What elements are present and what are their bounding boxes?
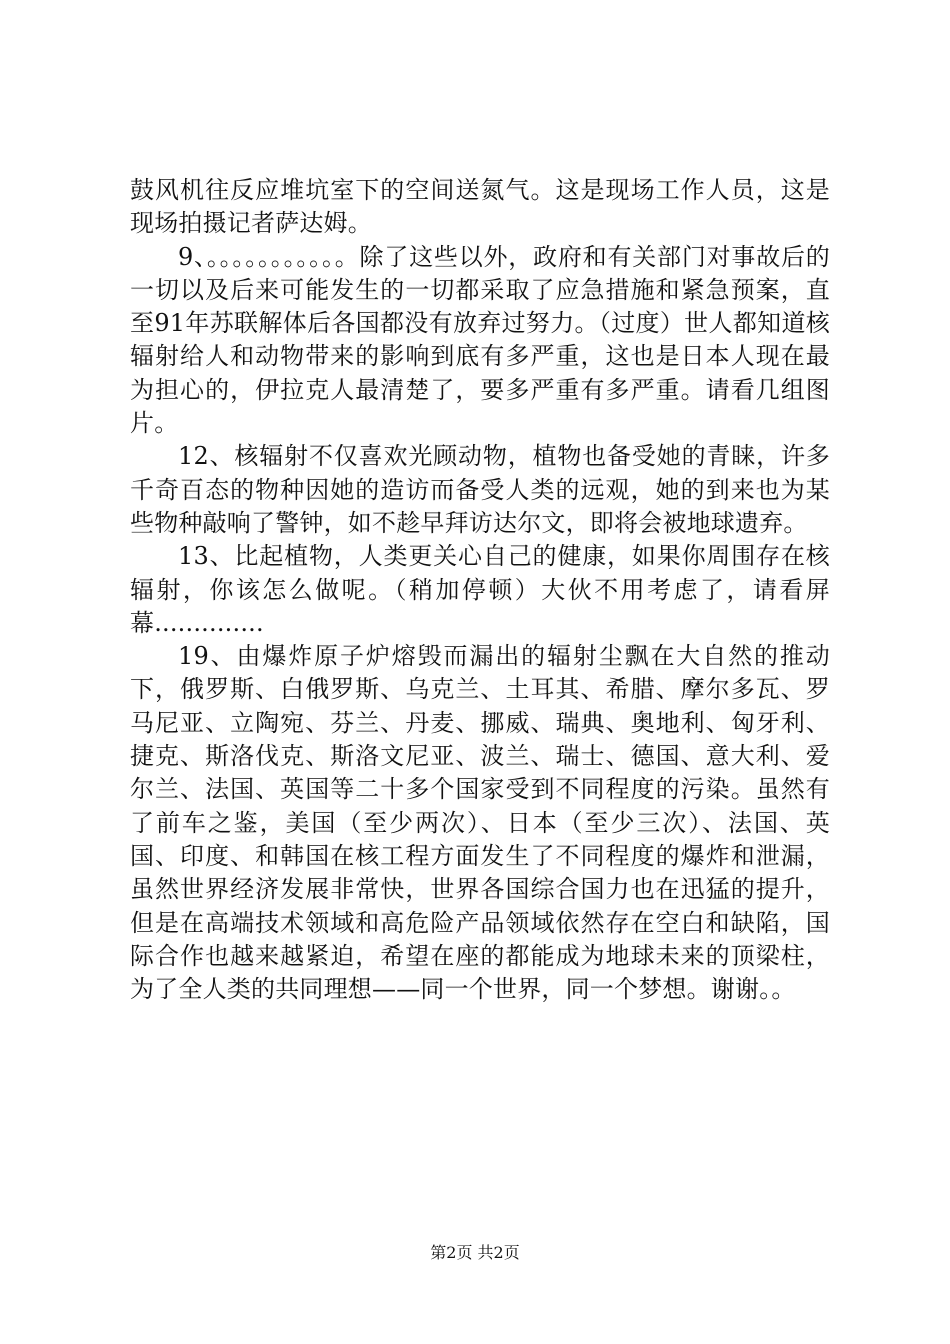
paragraph: 12、核辐射不仅喜欢光顾动物，植物也备受她的青睐，许多千奇百态的物种因她的造访而备受人类的远观，她的到来也为某些物种敲响了警钟，如不趁早拜访达尔文，即将会被地球遗弃。 [130,442,830,537]
page-footer: 第2页 共2页 [430,1243,520,1262]
paragraph: 鼓风机往反应堆坑室下的空间送氮气。这是现场工作人员，这是现场拍摄记者萨达姆。 [130,176,830,238]
paragraph: 9、。。。。。。。。。。。除了这些以外，政府和有关部门对事故后的一切以及后来可能发生的一切都采取了应急措施和紧急预案，直至91年苏联解体后各国都没有放弃过努力。（过度）世人都知道核辐射给人和动物带来的影响到底有多严重，这也是日本人现在最为担心的，伊拉克人最清楚了，要多严重有多严重。请看几组图片。 [130,242,830,438]
document-body [130,174,830,1006]
paragraph: 19、由爆炸原子炉熔毁而漏出的辐射尘飘在大自然的推动下，俄罗斯、白俄罗斯、乌克兰、土耳其、希腊、摩尔多瓦、罗马尼亚、立陶宛、芬兰、丹麦、挪威、瑞典、奥地利、匈牙利、捷克、斯洛伐克、斯洛文尼亚、波兰、瑞士、德国、意大利、爱尔兰、法国、英国等二十多个国家受到不同程度的污染。虽然有了前车之鉴，美国（至少两次）、日本（至少三次）、法国、英国、印度、和韩国在核工程方面发生了不同程度的爆炸和泄漏，虽然世界经济发展非常快，世界各国综合国力也在迅猛的提升，但是在高端技术领域和高危险产品领域依然存在空白和缺陷，国际合作也越来越紧迫，希望在座的都能成为地球未来的顶梁柱，为了全人类的共同理想——同一个世界，同一个梦想。谢谢。。 [130,642,830,1004]
paragraph: 13、比起植物，人类更关心自己的健康，如果你周围存在核辐射，你该怎么做呢。（稍加停顿）大伙不用考虑了，请看屏幕.............. [130,542,830,637]
